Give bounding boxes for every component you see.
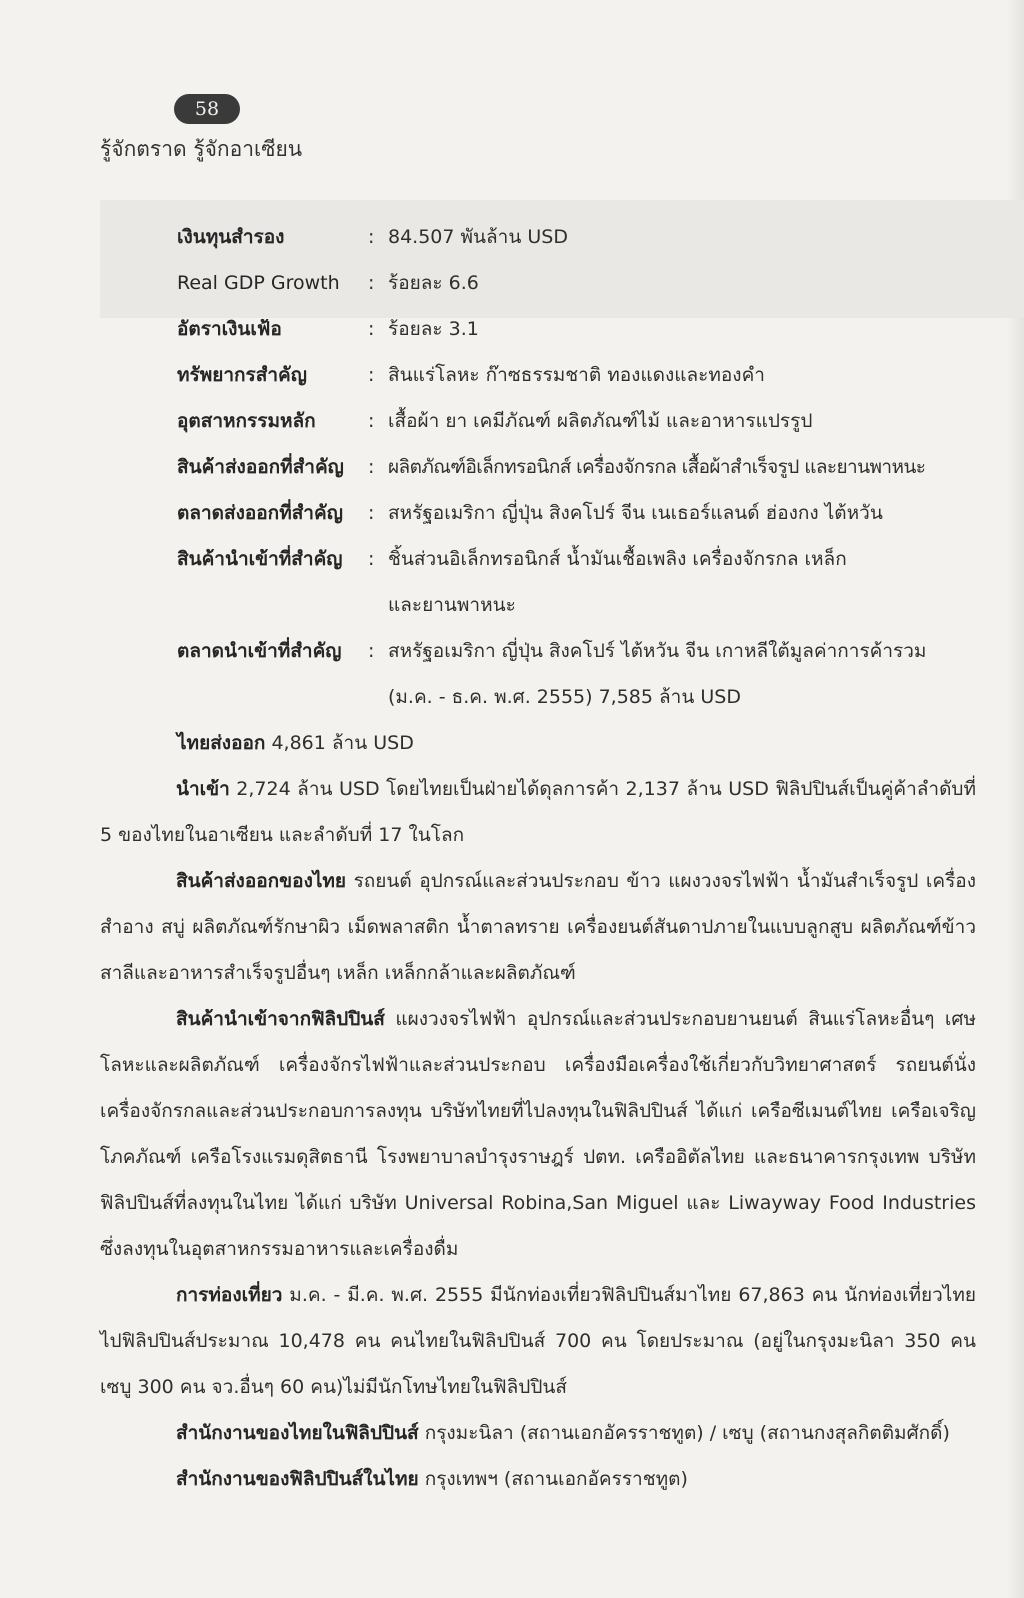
fact-label: Real GDP Growth — [177, 272, 340, 294]
fact-value: ร้อยละ 3.1 — [388, 318, 479, 340]
fact-colon: : — [368, 318, 375, 340]
fact-row-inflation — [100, 306, 976, 352]
paragraph-thai-exports — [100, 858, 976, 996]
fact-value: สินแร่โลหะ ก๊าซธรรมชาติ ทองแดงและทองคำ — [388, 364, 765, 386]
paragraph-philippine-offices — [100, 1456, 976, 1502]
fact-value: สหรัฐอเมริกา ญี่ปุ่น สิงคโปร์ จีน เนเธอร์แลนด์ ฮ่องกง ไต้หวัน — [388, 502, 883, 524]
fact-label: อุตสาหกรรมหลัก — [177, 410, 316, 432]
fact-value: ชิ้นส่วนอิเล็กทรอนิกส์ น้ำมันเชื้อเพลิง เครื่องจักรกล เหล็ก — [388, 548, 847, 570]
fact-row-export-goods — [100, 444, 976, 490]
fact-label: ตลาดนำเข้าที่สำคัญ — [177, 640, 342, 662]
export-value: 4,861 ล้าน USD — [265, 732, 414, 754]
paragraph-text: รถยนต์ อุปกรณ์และส่วนประกอบ ข้าว แผงวงจรไฟฟ้า น้ำมันสำเร็จรูป เครื่องสำอาง สบู่ ผลิตภัณฑ์รักษาผิว เม็ดพลาสติก น้ำตาลทราย เครื่องยนต์สันดาปภายในแบบลูกสูบ ผลิตภัณฑ์ข้าวสาลีและอาหารสำเร็จรูปอื่นๆ เหล็ก เหล็กกล้าและผลิตภัณฑ์ — [100, 870, 976, 984]
export-label: ไทยส่งออก — [177, 732, 266, 754]
fact-colon: : — [368, 226, 375, 248]
fact-row-industries — [100, 398, 976, 444]
paragraph-lead: สำนักงานของฟิลิปปินส์ในไทย — [176, 1468, 419, 1490]
fact-row-import-goods-cont — [100, 582, 976, 628]
paragraph-lead: การท่องเที่ยว — [176, 1284, 283, 1306]
fact-label: อัตราเงินเฟ้อ — [177, 318, 282, 340]
paragraph-lead: นำเข้า — [176, 778, 230, 800]
fact-row-gdp-growth — [100, 260, 976, 306]
paragraph-text: ม.ค. - มี.ค. พ.ศ. 2555 มีนักท่องเที่ยวฟิลิปปินส์มาไทย 67,863 คน นักท่องเที่ยวไทยไปฟิลิปปินส์ประมาณ 10,478 คน คนไทยในฟิลิปปินส์ 700 คน โดยประมาณ (อยู่ในกรุงมะนิลา 350 คน เซบู 300 คน จว.อื่นๆ 60 คน)ไม่มีนักโทษไทยในฟิลิปปินส์ — [100, 1284, 976, 1398]
fact-colon: : — [368, 410, 375, 432]
paragraph-imports — [100, 766, 976, 858]
paragraph-lead: สินค้านำเข้าจากฟิลิปปินส์ — [176, 1008, 385, 1030]
page-number-badge: 58 — [174, 94, 240, 124]
fact-label: เงินทุนสำรอง — [177, 226, 285, 248]
fact-value-continuation: (ม.ค. - ธ.ค. พ.ศ. 2555) 7,585 ล้าน USD — [388, 686, 741, 708]
fact-value-continuation: และยานพาหนะ — [388, 594, 516, 616]
paragraph-thai-offices — [100, 1410, 976, 1456]
paragraph-tourism — [100, 1272, 976, 1410]
paragraph-text: กรุงเทพฯ (สถานเอกอัครราชทูต) — [418, 1468, 688, 1490]
fact-row-import-markets-cont — [100, 674, 976, 720]
export-total-line — [100, 720, 976, 766]
fact-value: เสื้อผ้า ยา เคมีภัณฑ์ ผลิตภัณฑ์ไม้ และอาหารแปรรูป — [388, 410, 813, 432]
fact-value: สหรัฐอเมริกา ญี่ปุ่น สิงคโปร์ ไต้หวัน จีน เกาหลีใต้มูลค่าการค้ารวม — [388, 640, 927, 662]
fact-colon: : — [368, 272, 375, 294]
running-header: รู้จักตราด รู้จักอาเซียน — [100, 137, 303, 161]
fact-value: 84.507 พันล้าน USD — [388, 226, 568, 248]
fact-row-import-markets — [100, 628, 976, 674]
fact-colon: : — [368, 502, 375, 524]
paragraph-lead: สำนักงานของไทยในฟิลิปปินส์ — [176, 1422, 419, 1444]
fact-value: ร้อยละ 6.6 — [388, 272, 479, 294]
export-total — [177, 720, 414, 766]
fact-row-import-goods — [100, 536, 976, 582]
paragraph-text: กรุงมะนิลา (สถานเอกอัครราชทูต) / เซบู (สถานกงสุลกิตติมศักดิ์) — [418, 1422, 950, 1444]
fact-label: ทรัพยากรสำคัญ — [177, 364, 307, 386]
fact-row-export-markets — [100, 490, 976, 536]
paragraph-text: 2,724 ล้าน USD โดยไทยเป็นฝ่ายได้ดุลการค้า 2,137 ล้าน USD ฟิลิปปินส์เป็นคู่ค้าลำดับที่ 5 ของไทยในอาเซียน และลำดับที่ 17 ในโลก — [100, 778, 976, 846]
fact-label: สินค้าส่งออกที่สำคัญ — [177, 456, 344, 478]
paragraph-lead: สินค้าส่งออกของไทย — [176, 870, 347, 892]
fact-colon: : — [368, 456, 375, 478]
paragraph-philippine-imports — [100, 996, 976, 1272]
fact-colon: : — [368, 640, 375, 662]
fact-colon: : — [368, 548, 375, 570]
fact-value: ผลิตภัณฑ์อิเล็กทรอนิกส์ เครื่องจักรกล เสื้อผ้าสำเร็จรูป และยานพาหนะ — [388, 456, 926, 478]
fact-row-reserves — [100, 214, 976, 260]
fact-row-resources — [100, 352, 976, 398]
paragraph-text: แผงวงจรไฟฟ้า อุปกรณ์และส่วนประกอบยานยนต์ สินแร่โลหะอื่นๆ เศษโลหะและผลิตภัณฑ์ เครื่องจักรไฟฟ้าและส่วนประกอบ เครื่องมือเครื่องใช้เกี่ยวกับวิทยาศาสตร์ รถยนต์นั่ง เครื่องจักรกลและส่วนประกอบการลงทุน บริษัทไทยที่ไปลงทุนในฟิลิปปินส์ ได้แก่ เครือซีเมนต์ไทย เครือเจริญโภคภัณฑ์ เครือโรงแรมดุสิตธานี โรงพยาบาลบำรุงราษฎร์ ปตท. เครืออิตัลไทย และธนาคารกรุงเทพ บริษัทฟิลิปปินส์ที่ลงทุนในไทย ได้แก่ บริษัท Universal Robina,San Miguel และ Liwayway Food Industries ซึ่งลงทุนในอุตสาหกรรมอาหารและเครื่องดื่ม — [100, 1008, 976, 1260]
fact-label: ตลาดส่งออกที่สำคัญ — [177, 502, 343, 524]
fact-label: สินค้านำเข้าที่สำคัญ — [177, 548, 343, 570]
fact-colon: : — [368, 364, 375, 386]
